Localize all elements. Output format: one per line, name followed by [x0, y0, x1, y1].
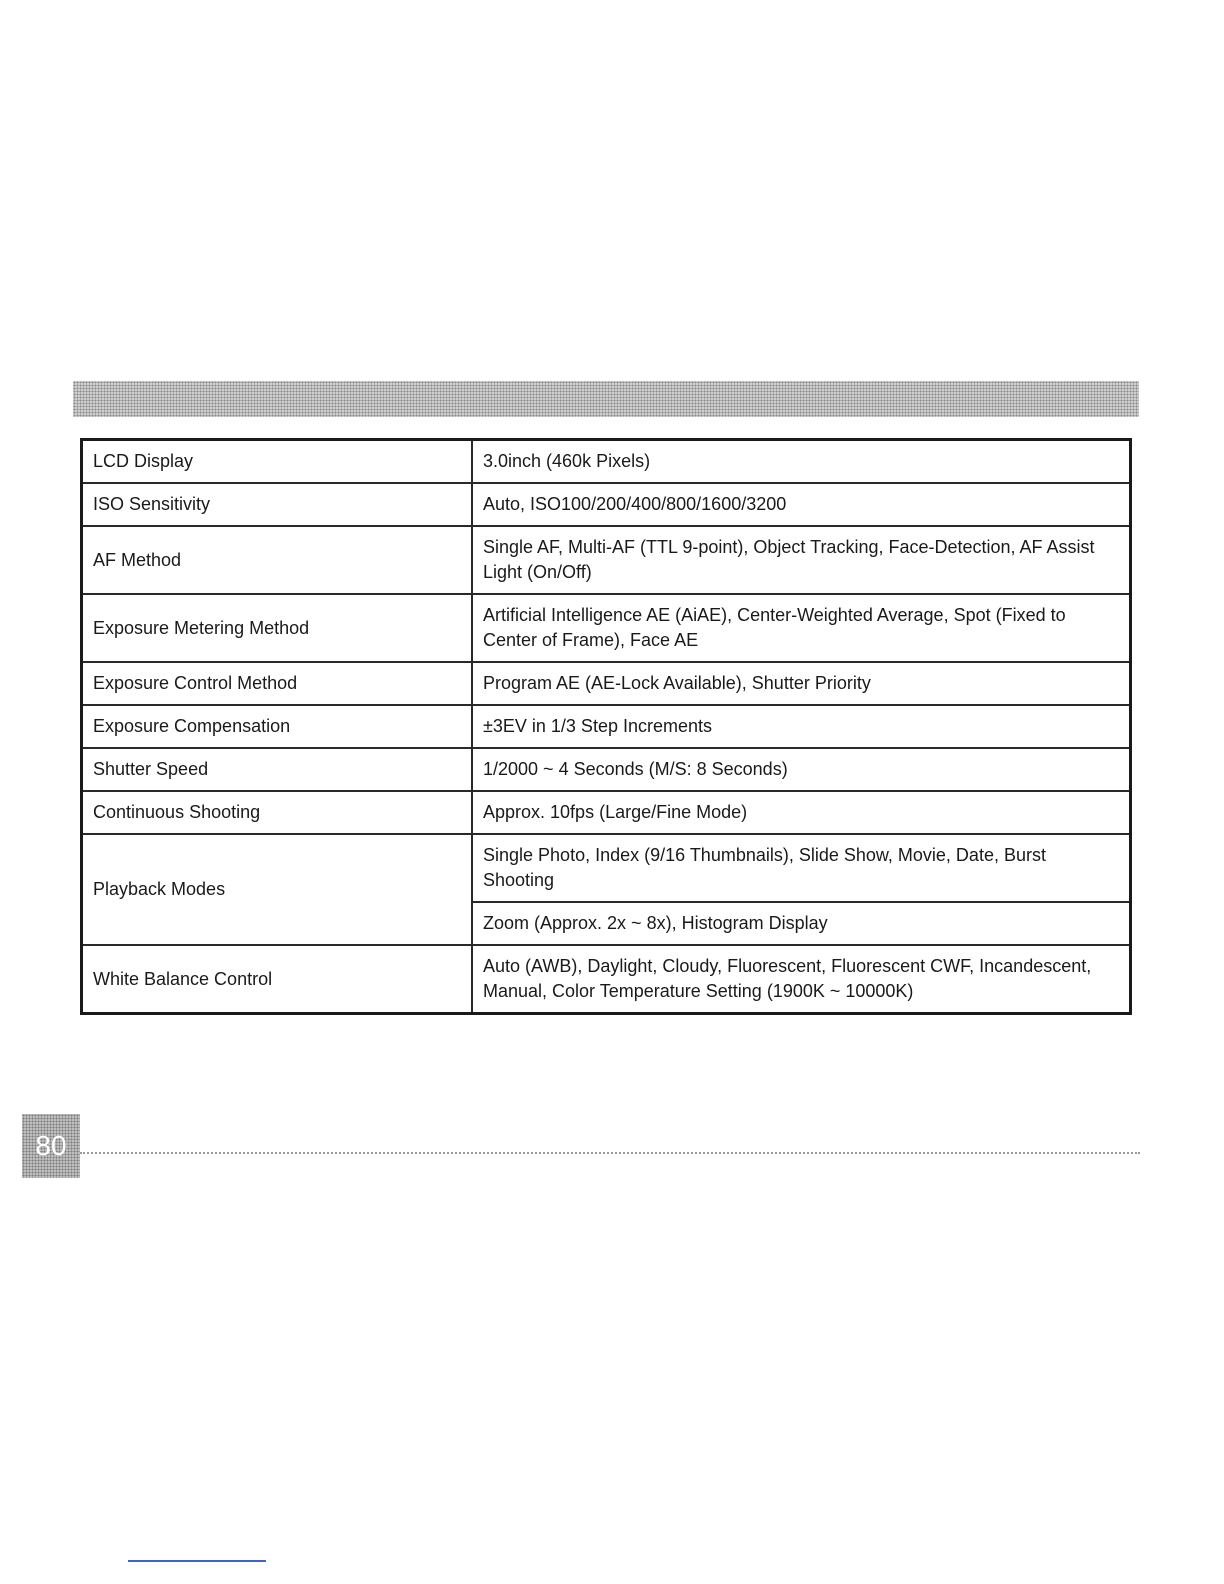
table-row: [82, 594, 1131, 662]
spec-value: ±3EV in 1/3 Step Increments: [472, 705, 1131, 748]
spec-value: Program AE (AE-Lock Available), Shutter Priority: [472, 662, 1131, 705]
footer-divider: [80, 1152, 1140, 1154]
table-row: [82, 440, 1131, 484]
table-row: [82, 526, 1131, 594]
spec-label: ISO Sensitivity: [82, 483, 473, 526]
spec-label: AF Method: [82, 526, 473, 594]
spec-value: Approx. 10fps (Large/Fine Mode): [472, 791, 1131, 834]
bottom-rule: [128, 1560, 266, 1562]
page-number-tab: [22, 1114, 80, 1178]
spec-value: Zoom (Approx. 2x ~ 8x), Histogram Display: [472, 902, 1131, 945]
spec-label: Exposure Control Method: [82, 662, 473, 705]
spec-value: Single Photo, Index (9/16 Thumbnails), Slide Show, Movie, Date, Burst Shooting: [472, 834, 1131, 902]
table-row: [82, 748, 1131, 791]
table-row: [82, 945, 1131, 1014]
spec-label: LCD Display: [82, 440, 473, 484]
spec-label: Exposure Compensation: [82, 705, 473, 748]
spec-value: Artificial Intelligence AE (AiAE), Center-Weighted Average, Spot (Fixed to Center of Frame), Face AE: [472, 594, 1131, 662]
spec-value: Auto (AWB), Daylight, Cloudy, Fluorescent, Fluorescent CWF, Incandescent, Manual, Color Temperature Setting (1900K ~ 10000K): [472, 945, 1131, 1014]
spec-label: Continuous Shooting: [82, 791, 473, 834]
table-row: [82, 834, 1131, 902]
spec-value: Auto, ISO100/200/400/800/1600/3200: [472, 483, 1131, 526]
table-row: [82, 791, 1131, 834]
page-number: 80: [35, 1130, 67, 1161]
table-row: [82, 662, 1131, 705]
spec-label: Playback Modes: [82, 834, 473, 945]
table-row: [82, 483, 1131, 526]
spec-label: Shutter Speed: [82, 748, 473, 791]
spec-value: Single AF, Multi-AF (TTL 9-point), Object Tracking, Face-Detection, AF Assist Light (On/Off): [472, 526, 1131, 594]
spec-label: Exposure Metering Method: [82, 594, 473, 662]
spec-value: 3.0inch (460k Pixels): [472, 440, 1131, 484]
spec-label: White Balance Control: [82, 945, 473, 1014]
spec-value: 1/2000 ~ 4 Seconds (M/S: 8 Seconds): [472, 748, 1131, 791]
specifications-table: [80, 438, 1132, 1015]
table-row: [82, 705, 1131, 748]
section-header-band: [73, 381, 1139, 417]
